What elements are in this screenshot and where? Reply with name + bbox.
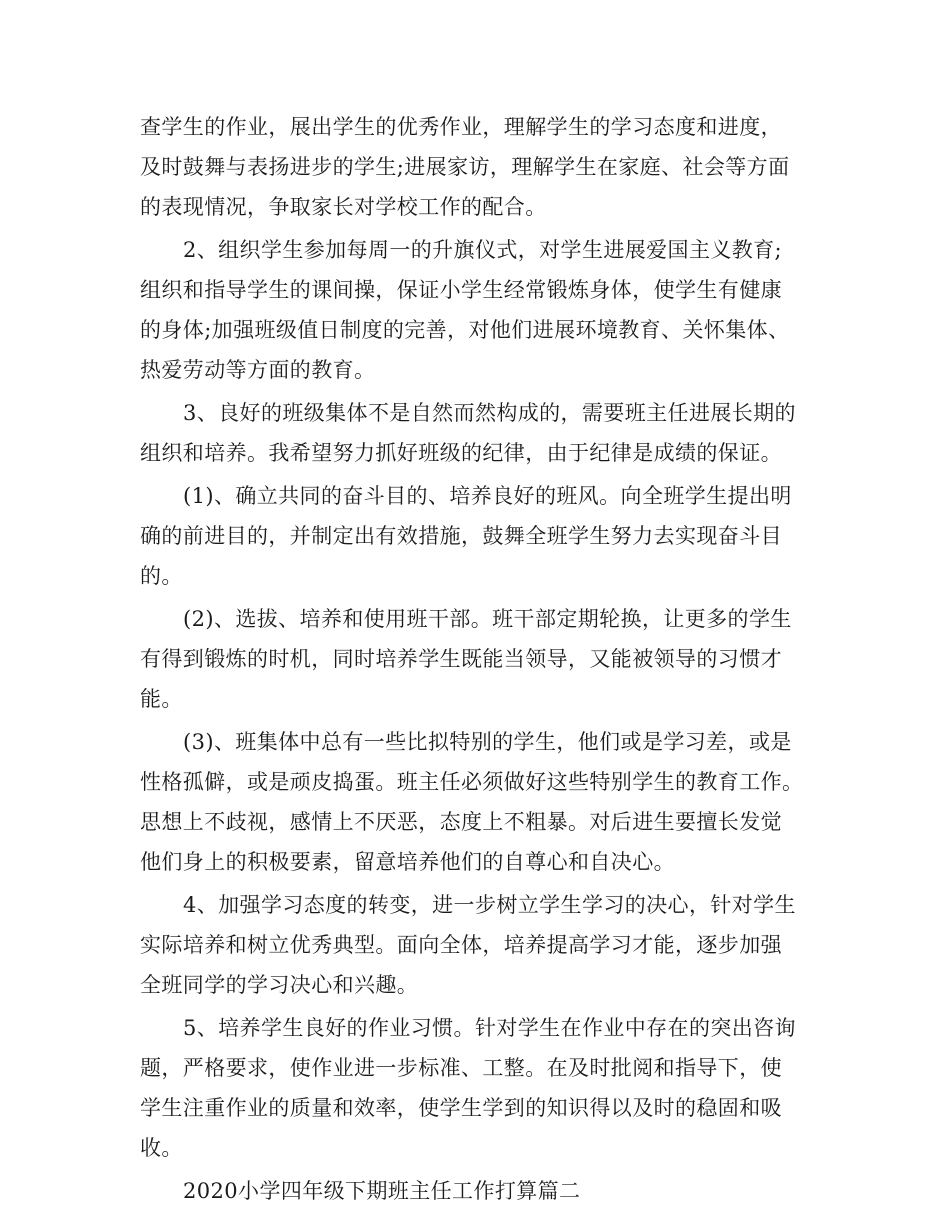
text-line: 5、培养学生良好的作业习惯。针对学生在作业中存在的突出咨询 — [183, 1016, 796, 1040]
text-line: (2)、选拔、培养和使用班干部。班干部定期轮换，让更多的学生 — [183, 607, 792, 631]
text-line: 组织和指导学生的课间操，保证小学生经常锻炼身体，使学生有健康 — [140, 278, 782, 302]
text-line: 学生注重作业的质量和效率，使学生学到的知识得以及时的稳固和吸 — [140, 1096, 782, 1120]
text-line: 确的前进目的，并制定出有效措施，鼓舞全班学生努力去实现奋斗目 — [140, 524, 782, 548]
text-line: 及时鼓舞与表扬进步的学生;进展家访，理解学生在家庭、社会等方面 — [140, 155, 790, 179]
text-line: 有得到锻炼的时机，同时培养学生既能当领导，又能被领导的习惯才 — [140, 647, 782, 671]
text-line: 他们身上的积极要素，留意培养他们的自尊心和自决心。 — [140, 850, 675, 874]
text-line: 3、良好的班级集体不是自然而然构成的，需要班主任进展长期的 — [183, 401, 796, 425]
text-line: 题，严格要求，使作业进一步标准、工整。在及时批阅和指导下，使 — [140, 1056, 782, 1080]
section-heading: 2020小学四年级下期班主任工作打算篇二 — [183, 1179, 581, 1203]
text-line: 的。 — [140, 564, 183, 588]
text-line: 的身体;加强班级值日制度的完善，对他们进展环境教育、关怀集体、 — [140, 318, 790, 342]
text-line: 性格孤僻，或是顽皮捣蛋。班主任必须做好这些特别学生的教育工作。 — [140, 770, 804, 794]
text-line: 实际培养和树立优秀典型。面向全体，培养提高学习才能，逐步加强 — [140, 933, 782, 957]
text-line: 热爱劳动等方面的教育。 — [140, 358, 376, 382]
text-line: (1)、确立共同的奋斗目的、培养良好的班风。向全班学生提出明 — [183, 484, 792, 508]
text-line: 全班同学的学习决心和兴趣。 — [140, 973, 419, 997]
text-line: (3)、班集体中总有一些比拟特别的学生，他们或是学习差，或是 — [183, 730, 792, 754]
text-line: 的表现情况，争取家长对学校工作的配合。 — [140, 195, 547, 219]
text-line: 收。 — [140, 1136, 183, 1160]
text-line: 能。 — [140, 687, 183, 711]
text-line: 查学生的作业，展出学生的优秀作业，理解学生的学习态度和进度， — [140, 115, 782, 139]
text-line: 2、组织学生参加每周一的升旗仪式，对学生进展爱国主义教育; — [183, 238, 783, 262]
text-line: 思想上不歧视，感情上不厌恶，态度上不粗暴。对后进生要擅长发觉 — [140, 810, 782, 834]
text-line: 4、加强学习态度的转变，进一步树立学生学习的决心，针对学生 — [183, 893, 796, 917]
text-line: 组织和培养。我希望努力抓好班级的纪律，由于纪律是成绩的保证。 — [140, 441, 782, 465]
